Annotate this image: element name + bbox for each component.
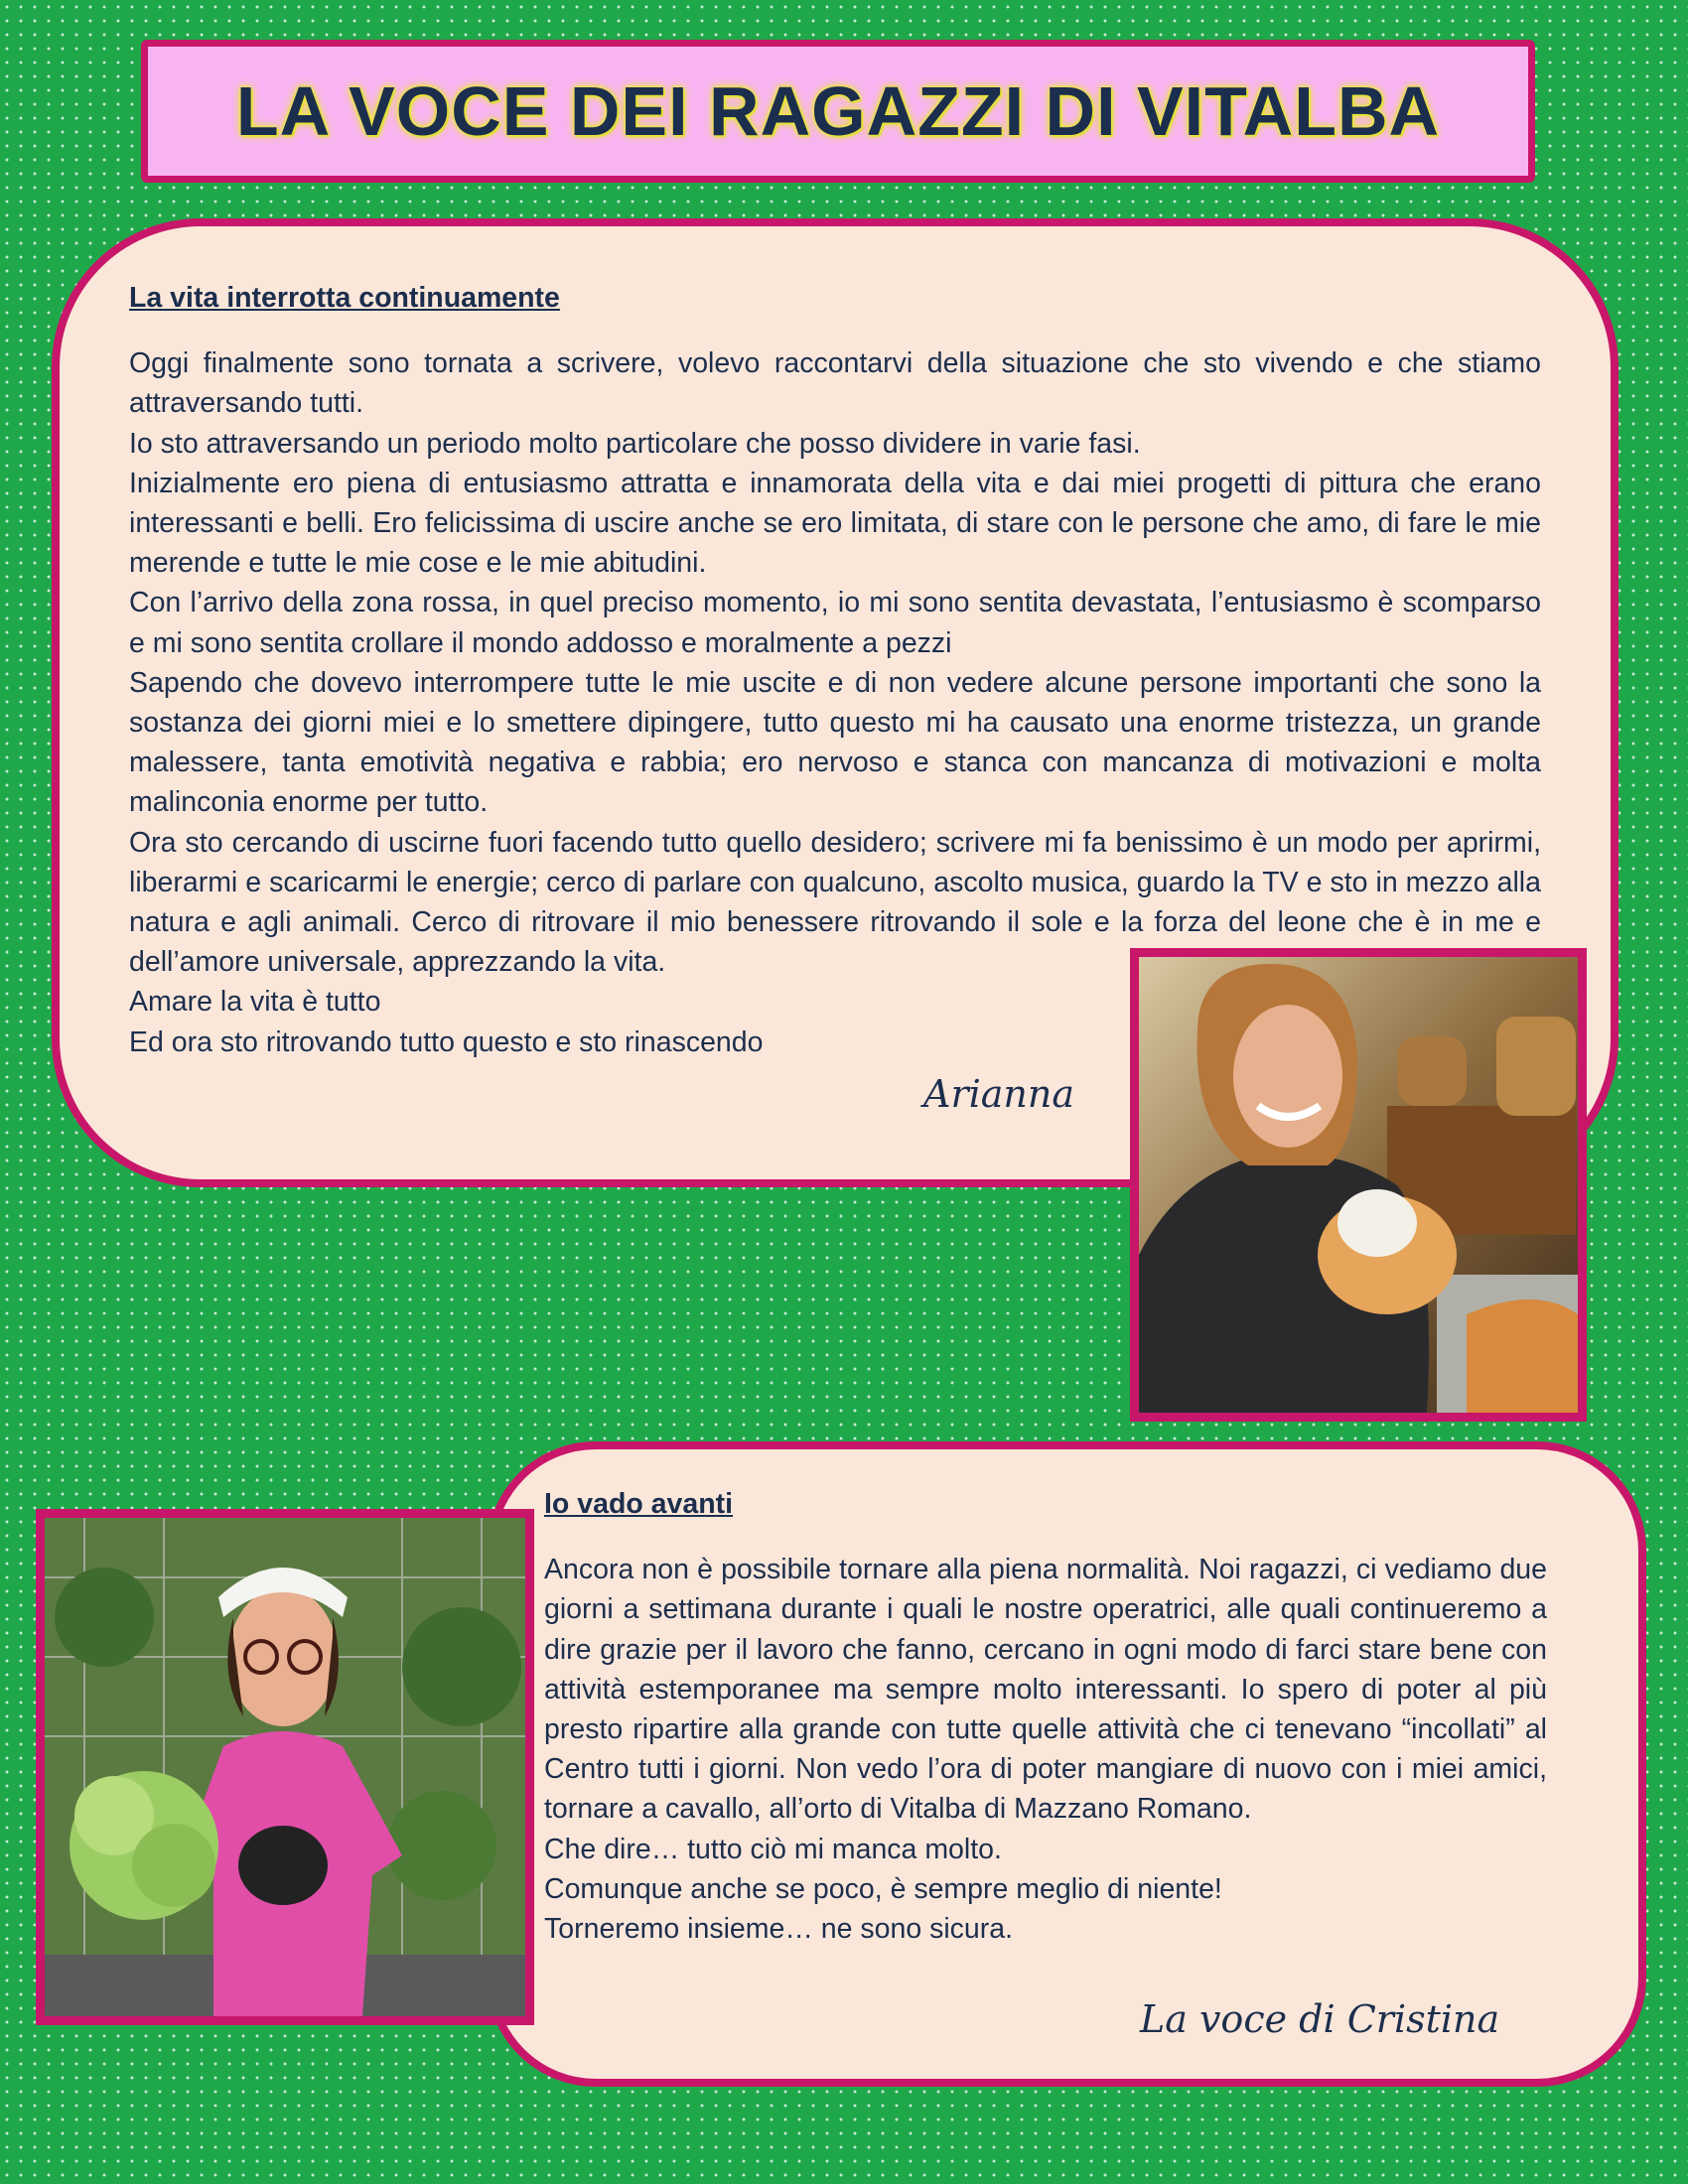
page-title: LA VOCE DEI RAGAZZI DI VITALBA [235, 72, 1441, 150]
paragraph: Torneremo insieme… ne sono sicura. [544, 1913, 1014, 1946]
photo-girl-with-lettuce [36, 1509, 534, 2025]
paragraph: Amare la vita è tutto [129, 986, 381, 1019]
paragraph: Con l’arrivo della zona rossa, in quel preciso momento, io mi sono sentita devastata, l’entusiasmo è scomparso e mi sono sentita crollare il mondo addosso e moralmente a pezzi [129, 587, 1541, 659]
article-title: La vita interrotta continuamente [129, 282, 560, 314]
paragraph: Comunque anche se poco, è sempre meglio di niente! [544, 1872, 1222, 1905]
paragraph: Ancora non è possibile tornare alla piena normalità. Noi ragazzi, ci vediamo due giorni a settimana durante i quali le nostre operatrici, alle quali continueremo a dire grazie per il lavoro che fanno, cercano in ogni modo di farci stare bene con attività estemporanee ma sempre molto interessanti. Io spero di poter al più presto ripartire alla grande con tutte quelle attività che ci tenevano “incollati” al Centro tutti i giorni. Non vedo l’ora di poter mangiare di nuovo con i miei amici, tornare a cavallo, all’orto di Vitalba di Mazzano Romano. [544, 1554, 1547, 1826]
photo-girl-with-lettuce-image [45, 1518, 525, 2016]
article-body [544, 1550, 1547, 1949]
article-cristina [544, 1484, 1547, 1949]
article-title: Io vado avanti [544, 1488, 734, 1520]
article-arianna [129, 278, 1541, 1062]
paragraph: Ed ora sto ritrovando tutto questo e sto rinascendo [129, 1025, 764, 1058]
paragraph: Oggi finalmente sono tornata a scrivere, volevo raccontarvi della situazione che sto vivendo e che stiamo attraversando tutti. [129, 347, 1541, 420]
header-banner [141, 40, 1535, 183]
signature-arianna: Arianna [923, 1072, 1075, 1116]
paragraph: Che dire… tutto ciò mi manca molto. [544, 1833, 1002, 1865]
paragraph: Ora sto cercando di uscirne fuori facendo tutto quello desidero; scrivere mi fa benissimo è un modo per aprirmi, liberarmi e scaricarmi le energie; cerco di parlare con qualcuno, ascolto musica, guardo la TV e sto in mezzo alla natura e agli animali. Cerco di ritrovare il mio benessere ritrovando il sole e la forza del leone che è in me e dell’amore universale, apprezzando la vita. [129, 826, 1541, 979]
paragraph: Io sto attraversando un periodo molto particolare che posso dividere in varie fasi. [129, 427, 1141, 460]
photo-woman-with-cat-image [1139, 957, 1578, 1413]
paragraph: Inizialmente ero piena di entusiasmo attratta e innamorata della vita e dai miei progetti di pittura che erano interessanti e belli. Ero felicissima di uscire anche se ero limitata, di stare con le persone che amo, di fare le mie merende e tutte le mie cose e le mie abitudini. [129, 467, 1541, 580]
signature-cristina: La voce di Cristina [1140, 1997, 1500, 2041]
paragraph: Sapendo che dovevo interrompere tutte le mie uscite e di non vedere alcune persone importanti che sono la sostanza dei giorni miei e lo smettere dipingere, tutto questo mi ha causato una enorme tristezza, un grande malessere, tanta emotività negativa e rabbia; ero nervoso e stanca con mancanza di motivazioni e molta malinconia enorme per tutto. [129, 666, 1541, 819]
photo-woman-with-cat [1130, 948, 1587, 1422]
